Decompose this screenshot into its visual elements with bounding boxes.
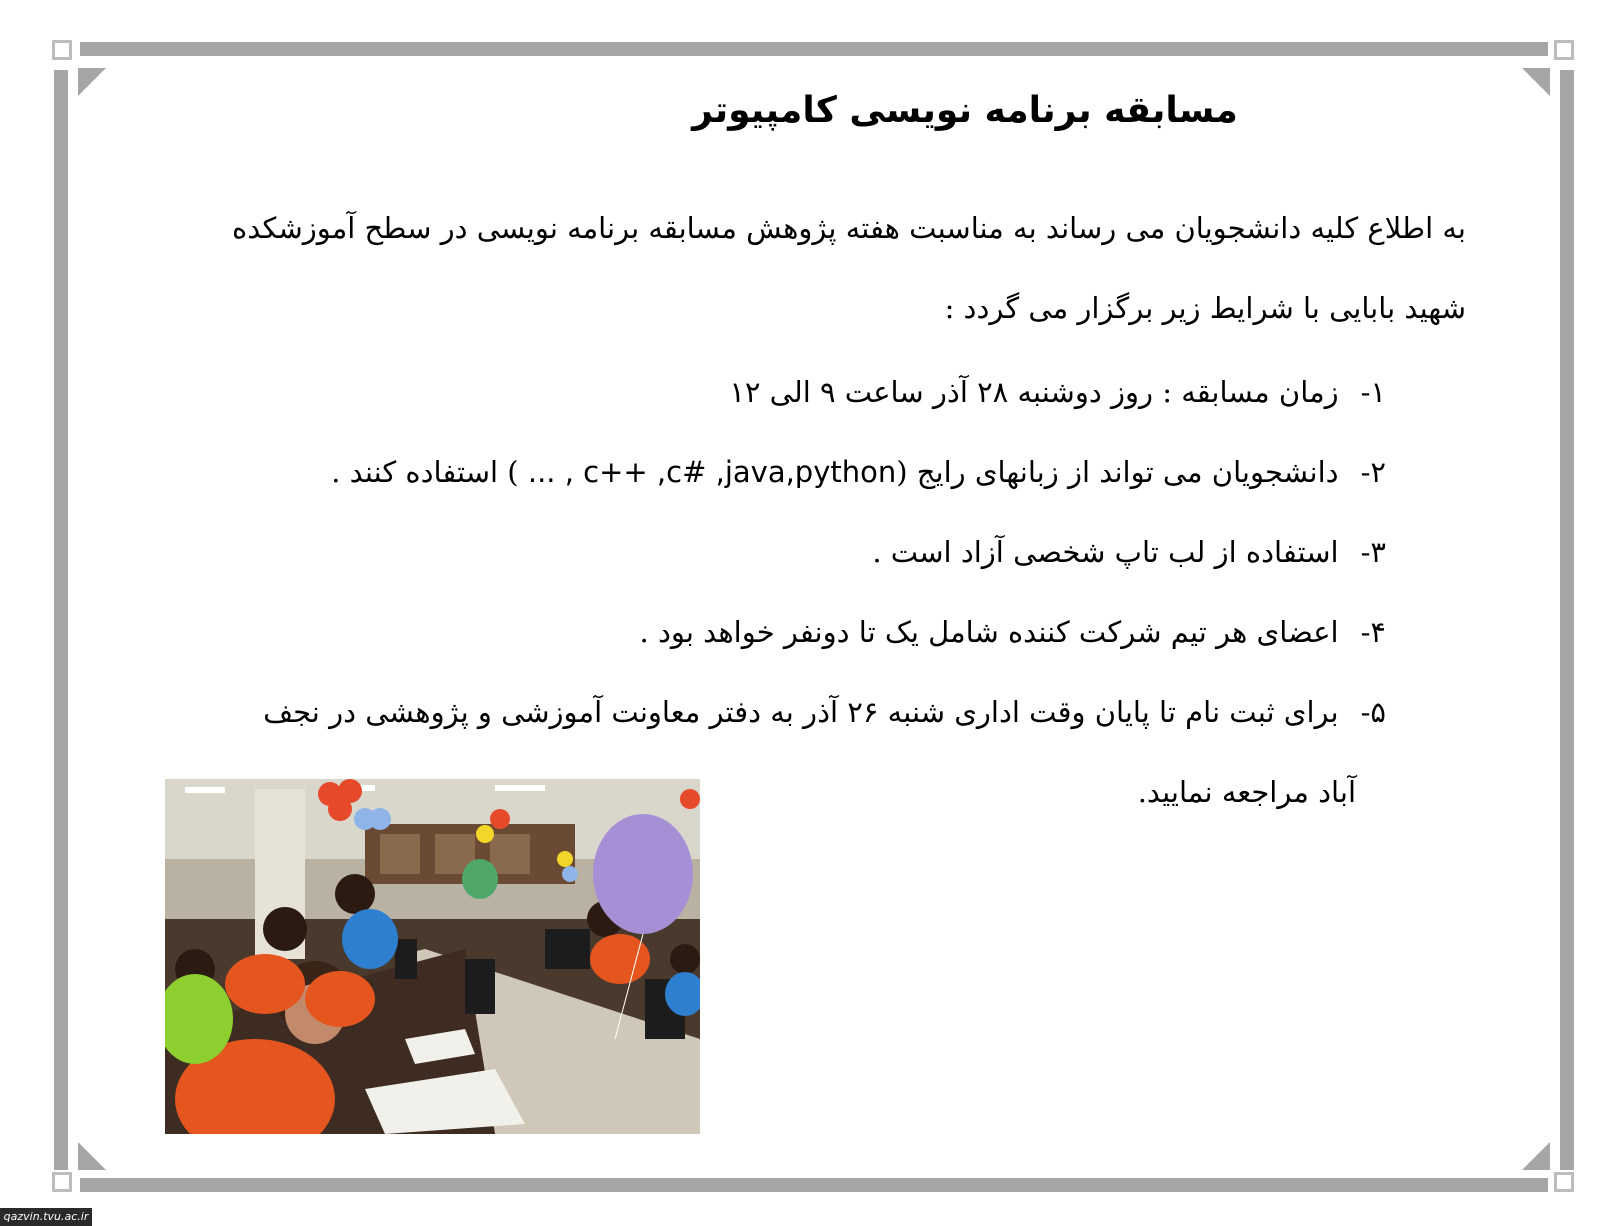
item-text: دانشجویان می تواند از زبانهای رایج ( [896,455,1339,489]
item-text: استفاده از لب تاپ شخصی آزاد است . [872,535,1339,569]
frame-triangle-top-left [78,68,106,96]
frame-triangle-bottom-right [1522,1142,1550,1170]
frame-right-border [1560,70,1574,1170]
intro-line-1: به اطلاع کلیه دانشجویان می رساند به مناسبت هفته پژوهش مسابقه برنامه نویسی در سطح آموزشکده [232,211,1466,245]
item-number: ۲- [1360,455,1386,489]
conditions-list [156,352,1386,832]
item-text: برای ثبت نام تا پایان وقت اداری شنبه ۲۶ آذر به دفتر معاونت آموزشی و پژوهشی در نجف [263,695,1339,729]
frame-left-border [54,70,68,1170]
intro-line-2: شهید بابایی با شرایط زیر برگزار می گردد : [944,291,1466,325]
contest-photo [165,779,700,1134]
item-number: ۵- [1360,695,1386,729]
frame-triangle-bottom-left [78,1142,106,1170]
list-item [156,432,1386,512]
frame-corner-top-right [1554,40,1574,60]
item-number: ۳- [1360,535,1386,569]
list-item [156,672,1386,752]
item-text-after: ) استفاده کنند . [331,455,519,489]
frame-corner-bottom-left [52,1172,72,1192]
list-item [156,352,1386,432]
frame-corner-top-left [52,40,72,60]
item-number: ۴- [1360,615,1386,649]
intro-paragraph [166,188,1466,348]
page-title: مسابقه برنامه نویسی کامپیوتر [692,90,1238,131]
item-continuation-text: آباد مراجعه نمایید. [1137,775,1356,809]
item-number: ۱- [1360,375,1386,409]
item-text: اعضای هر تیم شرکت کننده شامل یک تا دونفر خواهد بود . [639,615,1339,649]
frame-corner-bottom-right [1554,1172,1574,1192]
frame-bottom-border [80,1178,1548,1192]
list-item [156,512,1386,592]
frame-top-border [80,42,1548,56]
item-text: زمان مسابقه : روز دوشنبه ۲۸ آذر ساعت ۹ الی ۱۲ [729,375,1339,409]
item-languages: ... , c++ ,c# ,java,python [518,455,897,489]
site-watermark: qazvin.tvu.ac.ir [0,1208,92,1226]
list-item [156,592,1386,672]
